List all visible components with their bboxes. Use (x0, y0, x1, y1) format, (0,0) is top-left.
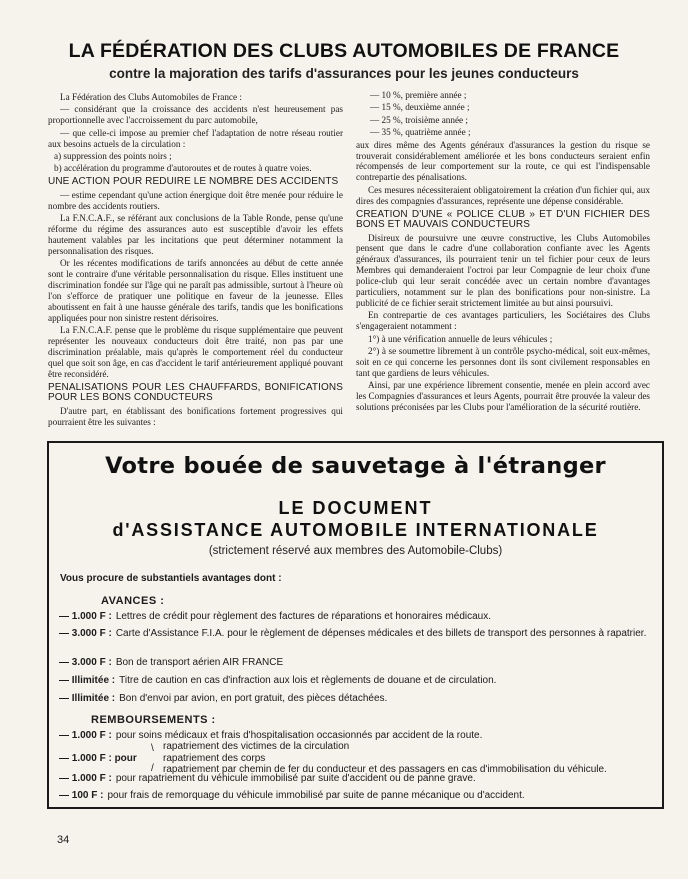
list-item: — 15 %, deuxième année ; (370, 102, 470, 113)
paragraph: La F.N.C.A.F. pense que le problème du risque supplémentaire que peuvent représenter les nouveaux conducteurs doit être traité, non pas par une discrimination préalable, mais qu'après le comportement réel du conducteur quel que soit son âge, en cas d'accident le tarif antérieurement appliqué pouvant être reconsidéré. (48, 325, 343, 379)
reimbursement-amount: — 100 F : (59, 790, 104, 801)
list-item: a) suppression des points noirs ; (54, 151, 172, 162)
reimbursement-row (59, 790, 655, 802)
paragraph: Disireux de poursuivre une œuvre constructive, les Clubs Automobiles pensent que dans le cadre d'une collaboration confiante avec les Agents généraux d'assurances, ils pourraient tenir un tel fichier pour ceux de leurs Membres qui demanderaient l'octroi par leur Compagnie de leur choix d'une police-club qui leur serait concédée avec un certain nombre d'avantages particuliers, notamment sur le plan des bonifications pour non-sinistre. La publicité de ce fichier serait strictement limitée au but ainsi poursuivi. (356, 232, 650, 308)
advance-row (59, 657, 655, 669)
paragraph: D'autre part, en établissant des bonifications fortement progressives qui pourraient être les suivantes : (48, 405, 343, 427)
benefits-intro: Vous procure de substantiels avantages dont : (60, 573, 282, 584)
paragraph: La F.N.C.A.F., se référant aux conclusions de la Table Ronde, pense qu'une réforme du régime des assurances auto est susceptible d'avoir les effets hautement valables par les incitations que peut déterminer notamment la personnalisation des risques. (48, 213, 343, 256)
list-item: — 35 %, quatrième année ; (370, 127, 471, 138)
section-heading: UNE ACTION POUR REDUIRE LE NOMBRE DES ACCIDENTS (48, 176, 339, 188)
advance-amount: — Illimitée : (59, 693, 116, 704)
advance-row (59, 693, 655, 705)
list-item: 1°) à une vérification annuelle de leurs véhicules ; (368, 333, 553, 344)
reimbursement-text: pour soins médicaux et frais d'hospitalisation occasionnés par accident de la route. (115, 730, 483, 741)
left-column (48, 92, 343, 429)
reimbursement-row (59, 773, 655, 785)
page-title: LA FÉDÉRATION DES CLUBS AUTOMOBILES DE FRANCE (68, 40, 620, 62)
banner-title: Votre bouée de sauvetage à l'étranger (105, 453, 606, 479)
list-item: — 10 %, première année ; (370, 90, 467, 100)
paragraph: En contrepartie de ces avantages particuliers, les Sociétaires des Clubs s'engageraient notamment : (356, 310, 650, 332)
brace-icon: \ (151, 743, 154, 754)
repatriation-line: rapatriement des corps (163, 752, 266, 764)
reimbursement-amount: — 1.000 F : pour (59, 752, 137, 764)
reimbursement-amount: — 1.000 F : (59, 730, 112, 741)
page-number: 34 (57, 834, 70, 846)
paragraph: — considérant que la croissance des accidents n'est heureusement pas proportionnelle avec l'accroissement du parc automobile, (48, 104, 343, 126)
repatriation-line: rapatriement des victimes de la circulation (163, 741, 350, 752)
paragraph: — estime cependant qu'une action énergique doit être menée pour réduire le nombre des accidents routiers. (48, 189, 343, 211)
advance-amount: — Illimitée : (59, 675, 116, 686)
advance-text: Carte d'Assistance F.I.A. pour le règlement de dépenses médicales et des billets de transport des personnes à rapatrier. (115, 628, 647, 639)
reimbursement-text: pour rapatriement du véhicule immobilisé par suite d'accident ou de panne grave. (115, 773, 476, 784)
repatriation-line: rapatriement par chemin de fer du conducteur et des passagers en cas d'immobilisation du véhicule. (163, 764, 607, 776)
document-subtitle: d'ASSISTANCE AUTOMOBILE INTERNATIONALE (112, 520, 599, 540)
section-heading: CREATION D'UNE « POLICE CLUB » ET D'UN FICHIER DES BONS ET MAUVAIS CONDUCTEURS (356, 208, 650, 231)
reimbursement-amount: — 1.000 F : (59, 773, 112, 784)
section-heading: PENALISATIONS POUR LES CHAUFFARDS, BONIFICATIONS POUR LES BONS CONDUCTEURS (48, 381, 343, 404)
advance-row (59, 675, 655, 687)
repatriation-lines (163, 741, 653, 776)
advance-row (59, 611, 655, 623)
list-item: 2°) à se soumettre librement à un contrôle psycho-médical, soit eux-mêmes, soit en ce qui concerne les personnes dont ils sont civilement responsables en tant que gardiens de leurs véhicules. (356, 346, 650, 378)
paragraph: Or les récentes modifications de tarifs annoncées au début de cette année sont le contraire d'une véritable personnalisation du risque. Elles instituent une discrimination fondée sur l'âge qui ne paraît pas admissible, surtout à l'heure où l'on s'efforce de pratiquer une politique en faveur de la jeunesse. Elles aboutissent en fait à une hausse générale des tarifs, tandis que les bonifications appliquées pour non sinistre restent dérisoires. (48, 258, 343, 323)
assistance-box (47, 441, 664, 809)
advance-amount: — 3.000 F : (59, 657, 112, 668)
advance-amount: — 1.000 F : (59, 611, 112, 622)
paragraph: — que celle-ci impose au premier chef l'adaptation de notre réseau routier aux besoins actuels de la circulation : (48, 127, 343, 149)
paragraph: La Fédération des Clubs Automobiles de France : (60, 92, 242, 102)
advance-text: Titre de caution en cas d'infraction aux lois et règlements de douane et de circulation. (119, 675, 497, 686)
paragraph: Ainsi, par une expérience librement consentie, menée en plein accord avec les Compagnies d'assurances et leurs Agents, pourrait être prouvée la valeur des solutions préconisées par les Clubs pour l'amélioration de la sécurité routière. (356, 380, 650, 413)
advance-text: Bon d'envoi par avion, en port gratuit, des pièces détachées. (119, 693, 388, 704)
list-item: b) accélération du programme d'autoroutes et de routes à quatre voies. (54, 163, 312, 174)
advance-row (59, 628, 655, 640)
right-column (356, 90, 650, 415)
advance-amount: — 3.000 F : (59, 628, 112, 639)
document-title: LE DOCUMENT (278, 498, 433, 518)
reimbursement-text: pour frais de remorquage du véhicule immobilisé par suite de panne mécanique ou d'accident. (107, 790, 525, 801)
advance-text: Bon de transport aérien AIR FRANCE (115, 657, 284, 668)
page-subtitle: contre la majoration des tarifs d'assurances pour les jeunes conducteurs (109, 66, 579, 81)
paragraph: Ces mesures nécessiteraient obligatoirement la création d'un fichier qui, aux dires des compagnies d'assurances, représente une dépense considérable. (356, 184, 650, 206)
remboursements-title: REMBOURSEMENTS : (91, 714, 216, 726)
brace-icon: / (151, 763, 154, 774)
avances-title: AVANCES : (101, 595, 165, 607)
membership-note: (strictement réservé aux membres des Automobile-Clubs) (208, 545, 503, 557)
list-item: — 25 %, troisième année ; (370, 114, 468, 125)
advance-text: Lettres de crédit pour règlement des factures de réparations et honoraires médicaux. (115, 611, 492, 622)
paragraph: aux dires même des Agents généraux d'assurances la gestion du risque se trouverait considérablement améliorée et les bons conducteurs seraient enfin récompensés de leur comportement sur la route, ce qui est l'indispensable contrepartie des pénalisations. (356, 139, 650, 183)
